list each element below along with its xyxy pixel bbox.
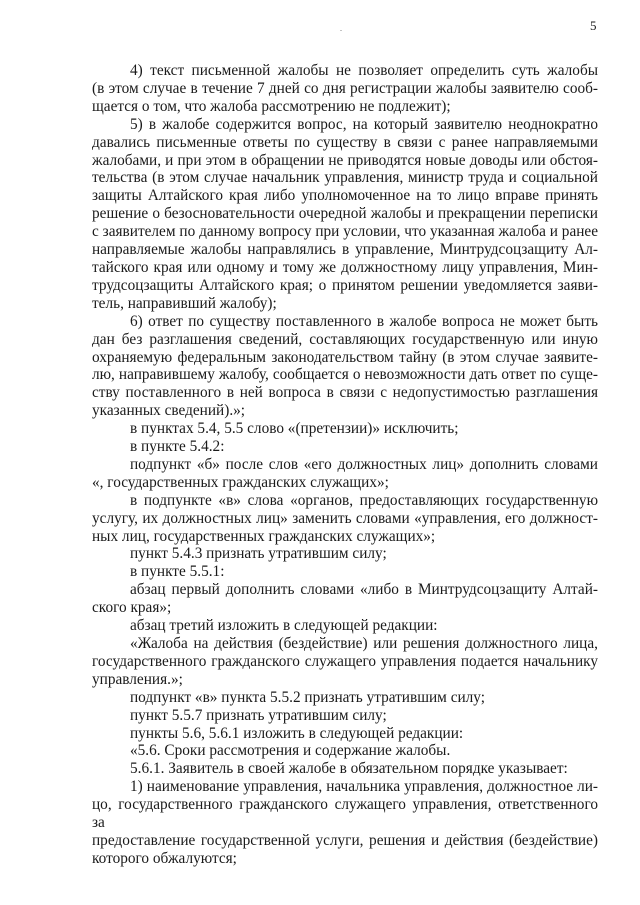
text-line: ского края»; [92, 599, 172, 617]
text-line: в подпункте «в» слова «органов, предоставляющих государственную [130, 491, 598, 509]
text-line: в пункте 5.4.2: [130, 438, 225, 456]
page-number: 5 [590, 18, 597, 33]
text-line: государственного гражданского служащего управления подается начальнику [92, 652, 598, 670]
text-line: управления.»; [92, 670, 183, 688]
text-line: дан без разглашения сведений, составляющих государственную или иную [92, 330, 598, 348]
text-line: 6) ответ по существу поставленного в жалобе вопроса не может быть [130, 312, 598, 330]
text-line: тельства (в этом случае начальник управления, министр труда и социальной [92, 169, 598, 187]
scan-dot: . [340, 24, 342, 33]
text-line: «5.6. Сроки рассмотрения и содержание жалобы. [130, 742, 451, 760]
text-line: трудсоцзащиты Алтайского края; о принятом решении уведомляется заяви- [92, 276, 598, 294]
text-line: направляемые жалобы направлялись в управление, Минтрудсоцзащиту Ал- [92, 241, 598, 259]
text-line: (в этом случае в течение 7 дней со дня регистрации жалобы заявителю сооб- [92, 79, 598, 97]
text-line: решение о безосновательности очередной жалобы и прекращении переписки [92, 205, 598, 223]
text-line: давались письменные ответы по существу в связи с ранее направляемыми [92, 133, 598, 151]
text-line: жалобами, и при этом в обращении не приводятся новые доводы или обстоя- [92, 151, 598, 169]
text-line: 4) текст письменной жалобы не позволяет определить суть жалобы [130, 62, 598, 79]
text-line: подпункт «б» после слов «его должностных лиц» дополнить словами [130, 455, 598, 473]
text-line: 1) наименование управления, начальника управления, должностное ли- [130, 778, 598, 796]
document-body [92, 62, 598, 868]
text-line: ных лиц, государственных гражданских служащих»; [92, 527, 436, 545]
text-line: предоставление государственной услуги, решения и действия (бездействие) [92, 831, 598, 849]
text-line: абзац первый дополнить словами «либо в Минтрудсоцзащиту Алтай- [130, 581, 598, 599]
text-line: ству поставленного в ней вопроса в связи с недопустимостью разглашения [92, 384, 598, 402]
text-line: охраняемую федеральным законодательством тайну (в этом случае заявите- [92, 348, 598, 366]
text-line: «, государственных гражданских служащих»; [92, 473, 389, 491]
text-line: щается о том, что жалоба рассмотрению не подлежит); [92, 97, 451, 115]
text-line: которого обжалуются; [92, 849, 237, 867]
text-line: в пунктах 5.4, 5.5 слово «(претензии)» исключить; [130, 420, 459, 438]
text-line: тайского края или одному и тому же должностному лицу управления, Мин- [92, 258, 598, 276]
text-line: услугу, их должностных лиц» заменить словами «управления, его должност- [92, 509, 598, 527]
text-line: цо, государственного гражданского служащего управления, ответственного за [92, 796, 598, 832]
text-line: в пункте 5.5.1: [130, 563, 225, 581]
text-line: 5) в жалобе содержится вопрос, на который заявителю неоднократно [130, 115, 598, 133]
text-line: пункт 5.5.7 признать утратившим силу; [130, 706, 387, 724]
text-line: пункт 5.4.3 признать утратившим силу; [130, 545, 387, 563]
text-line: подпункт «в» пункта 5.5.2 признать утратившим силу; [130, 688, 485, 706]
text-line: с заявителем по данному вопросу при условии, что указанная жалоба и ранее [92, 223, 598, 241]
text-line: «Жалоба на действия (бездействие) или решения должностного лица, [130, 635, 598, 652]
text-line: пункты 5.6, 5.6.1 изложить в следующей редакции: [130, 724, 464, 742]
text-line: абзац третий изложить в следующей редакции: [130, 617, 438, 635]
text-line: лю, направившему жалобу, сообщается о невозможности дать ответ по суще- [92, 366, 598, 384]
text-line: 5.6.1. Заявитель в своей жалобе в обязательном порядке указывает: [130, 760, 568, 778]
text-line: указанных сведений).»; [92, 402, 246, 420]
text-line: тель, направивший жалобу); [92, 294, 277, 312]
text-line: защиты Алтайского края либо уполномоченное на то лицо вправе принять [92, 187, 598, 205]
